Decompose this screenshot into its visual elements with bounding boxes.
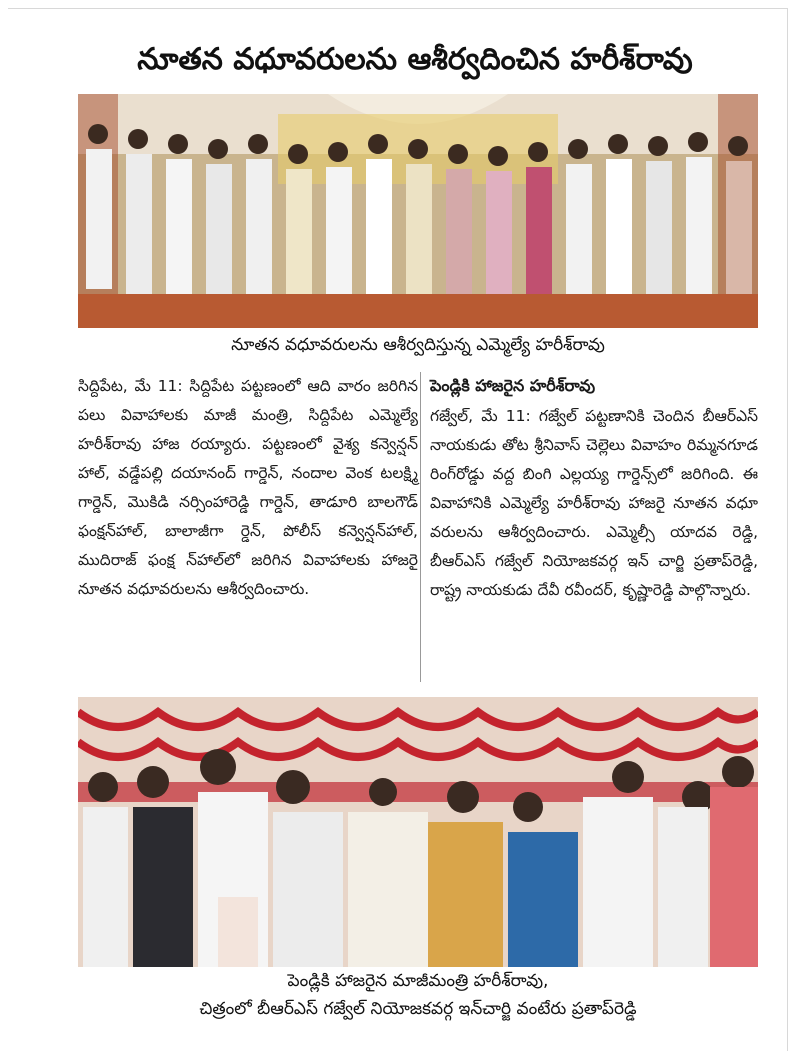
wedding-group-photo [78,94,758,328]
right-article [430,372,758,605]
wedding-couple-photo [78,697,758,967]
headline: నూతన వధూవరులను ఆశీర్వదించిన హరీశ్‌రావు [137,42,693,77]
left-article-body: సిద్దిపేట, మే 11: సిద్దిపేట పట్టణంలో ఆది వారం జరిగిన పలు వివాహాలకు మాజీ మంత్రి, సిద్దిపేట ఎమ్మెల్యే హరీశ్‌రావు హాజ రయ్యారు. పట్టణంలో వైశ్య కన్వెన్షన్ హాల్, వడ్డేపల్లి దయానంద్ గార్డెన్, నందాల వెంక టలక్ష్మి గార్డెన్, మొకిడి నర్సింహారెడ్డి గార్డెన్, తాడూరి బాలగౌడ్ ఫంక్షన్‌హాల్, బాలాజీగా ర్డెన్, పోలీస్ కన్వెన్షన్‌హాల్, ముదిరాజ్ ఫంక్ష న్‌హాల్‌లో జరిగిన వివాహాలకు హాజరై నూతన వధూవరులను ఆశీర్వదించారు. [78,377,418,598]
photo2-caption [78,968,758,1024]
photo2-caption-line1: పెండ్లికి హాజరైన మాజీమంత్రి హరీశ్‌రావు, [287,971,549,991]
photo2-caption-line2: చిత్రంలో బీఆర్‌ఎస్ గజ్వేల్ నియోజకవర్గ ఇన్‌చార్జి వంటేరు ప్రతాప్‌రెడ్డి [199,999,637,1019]
column-divider [420,372,421,682]
right-article-subhead: పెండ్లికి హాజరైన హరీశ్‌రావు [430,376,596,395]
right-article-body: గజ్వేల్, మే 11: గజ్వేల్ పట్టణానికి చెందిన బీఆర్‌ఎస్ నాయకుడు తోట శ్రీనివాస్ చెల్లెలు వివాహం రిమ్మనగూడ రింగ్‌రోడ్డు వద్ద బింగి ఎల్లయ్య గార్డెన్స్‌లో జరిగింది. ఈ వివాహానికి ఎమ్మెల్యే హరీశ్‌రావు హాజరై నూతన వధూ వరులను ఆశీర్వదించారు. ఎమ్మెల్సీ యాదవ రెడ్డి, బీఆర్‌ఎస్ గజ్వేల్ నియోజకవర్గ ఇన్ చార్జి ప్రతాప్‌రెడ్డి, రాష్ట్ర నాయకుడు దేవీ రవీందర్, కృష్ణారెడ్డి పాల్గొన్నారు. [430,407,758,599]
photo1-caption: నూతన వధూవరులను ఆశీర్వదిస్తున్న ఎమ్మెల్యే హరీశ్‌రావు [231,335,605,355]
